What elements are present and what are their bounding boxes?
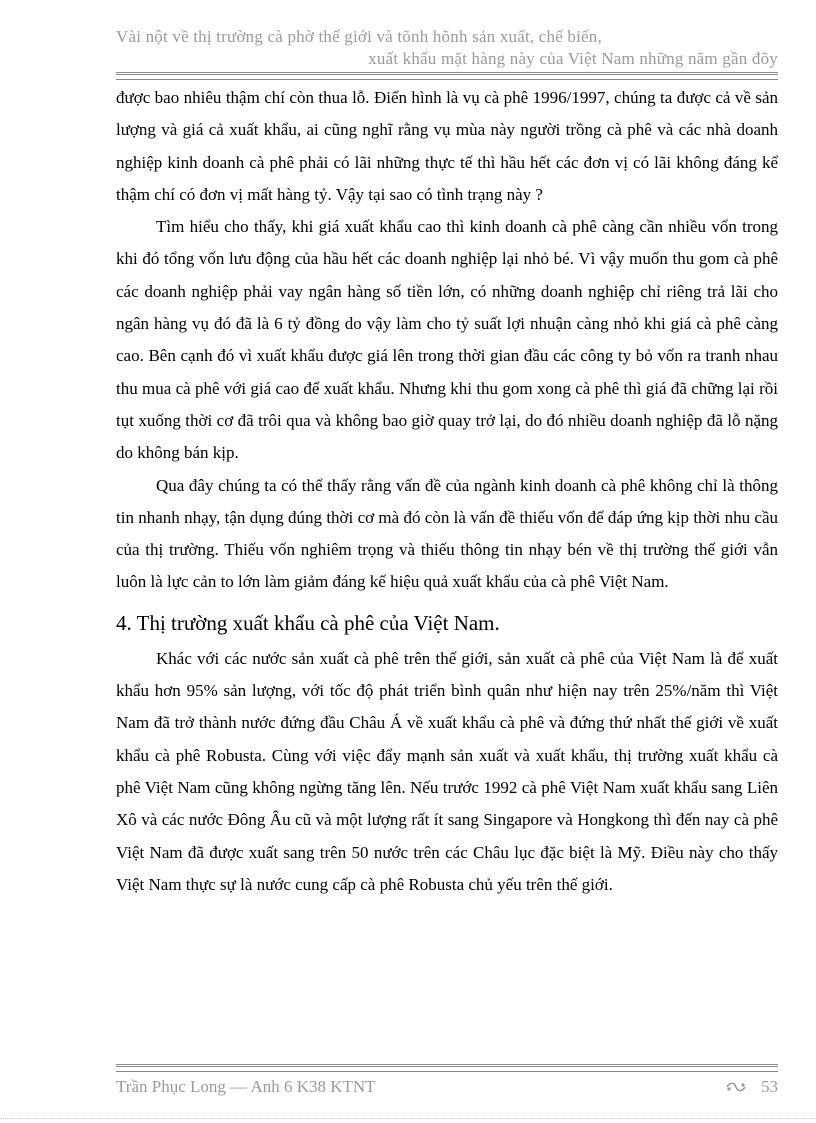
footer-author: Trần Phục Long — Anh 6 K38 KTNT	[116, 1077, 376, 1096]
page-edge-divider	[0, 1118, 816, 1119]
paragraph-conclusion: Qua đây chúng ta có thể thấy rằng vấn đề của ngành kinh doanh cà phê không chỉ là thông tin nhanh nhạy, tận dụng đúng thời cơ mà đó còn là vấn đề thiếu vốn để đáp ứng kịp thời nhu cầu của thị trường. Thiếu vốn nghiêm trọng và thiếu thông tin nhạy bén về thị trường thế giới vẫn luôn là lực cản to lớn làm giảm đáng kể hiệu quả xuất khẩu của cà phê Việt Nam.	[116, 475, 778, 592]
header-title-line-1: Vài nột về thị trường cà phờ thế giới và tõnh hõnh sản xuất, chế biến,	[116, 27, 602, 46]
footer-rule	[116, 1064, 778, 1072]
section-heading: 4. Thị trường xuất khẩu cà phê của Việt Nam.	[116, 610, 500, 635]
header-title-line-2: xuất khẩu mặt hàng này của Việt Nam những năm gần đõy	[368, 49, 778, 68]
running-header	[116, 26, 778, 70]
fleuron-ornament-icon	[725, 1081, 747, 1093]
paragraph-export-market: Khác với các nước sản xuất cà phê trên thế giới, sản xuất cà phê của Việt Nam là để xuất khẩu hơn 95% sản lượng, với tốc độ phát triển bình quân như hiện nay trên 25%/năm thì Việt Nam đã trở thành nước đứng đầu Châu Á về xuất khẩu cà phê và đứng thứ nhất thế giới về xuất khẩu cà phê Robusta. Cùng với việc đẩy mạnh sản xuất và xuất khẩu, thị trường xuất khẩu cà phê Việt Nam cũng không ngừng tăng lên. Nếu trước 1992 cà phê Việt Nam xuất khẩu sang Liên Xô và các nước Đông Âu cũ và một lượng rất ít sang Singapore và Hongkong thì đến nay cà phê Việt Nam đã được xuất sang trên 50 nước trên các Châu lục đặc biệt là Mỹ. Điều này cho thấy Việt Nam thực sự là nước cung cấp cà phê Robusta chủ yếu trên thế giới.	[116, 648, 778, 894]
header-rule	[116, 72, 778, 80]
page-number: 53	[761, 1077, 778, 1096]
page-body	[116, 82, 778, 901]
footer-page-info	[725, 1077, 778, 1097]
paragraph-continued: được bao nhiêu thậm chí còn thua lỗ. Điển hình là vụ cà phê 1996/1997, chúng ta được cả về sản lượng và giá cả xuất khẩu, ai cũng nghĩ rằng vụ mùa này người trồng cà phê và các nhà doanh nghiệp kinh doanh cà phê phải có lãi những thực tế thì hầu hết các đơn vị có lãi không đáng kể thậm chí có đơn vị mất hàng tỷ. Vậy tại sao có tình trạng này ?	[116, 88, 778, 204]
paragraph-capital-shortage: Tìm hiểu cho thấy, khi giá xuất khẩu cao thì kinh doanh cà phê càng cần nhiều vốn trong khi đó tổng vốn lưu động của hầu hết các doanh nghiệp lại nhỏ bé. Vì vậy muốn thu gom cà phê các doanh nghiệp phải vay ngân hàng số tiền lớn, có những doanh nghiệp chỉ riêng trả lãi cho ngân hàng vụ đó đã là 6 tỷ đồng do vậy làm cho tỷ suất lợi nhuận càng nhỏ khi giá cà phê càng cao. Bên cạnh đó vì xuất khẩu được giá lên trong thời gian đầu các công ty bỏ vốn ra tranh nhau thu mua cà phê với giá cao để xuất khẩu. Nhưng khi thu gom xong cà phê thì giá đã chững lại rồi tụt xuống thời cơ đã trôi qua và không bao giờ quay trở lại, do đó nhiều doanh nghiệp đã lỗ nặng do không bán kịp.	[116, 217, 778, 463]
